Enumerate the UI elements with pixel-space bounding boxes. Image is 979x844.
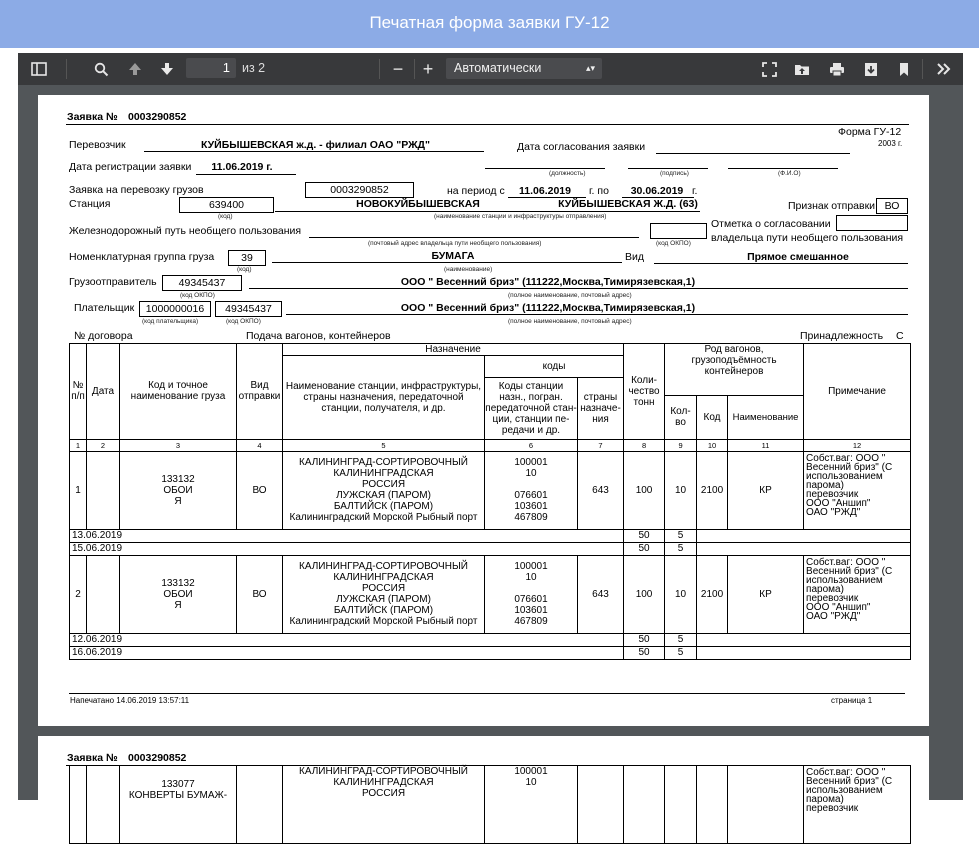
- window-title: Печатная форма заявки ГУ-12: [0, 0, 979, 48]
- data-soglas-label: Дата согласования заявки: [517, 141, 646, 153]
- date-row-tonn: 50: [624, 646, 665, 659]
- row-naim: КР: [728, 451, 804, 529]
- date-row-tonn: 50: [624, 542, 665, 555]
- row-prim: Собст.ваг: ООО " Весенний бриз" (С использованием парома) перевозчик: [804, 766, 911, 844]
- col-num: 3: [120, 439, 237, 451]
- open-file-button[interactable]: [791, 53, 813, 85]
- row-codes: 100001 10: [485, 766, 578, 844]
- header-kod: Код: [697, 395, 728, 439]
- tools-button[interactable]: [930, 53, 958, 85]
- date-row: [70, 529, 911, 542]
- platelshik-okpo: 49345437: [215, 301, 282, 317]
- row-num: [70, 766, 87, 844]
- date-row: [70, 633, 911, 646]
- platelshik-label: Плательщик: [74, 302, 135, 314]
- row-gruz: 133132 ОБОИ Я: [120, 451, 237, 529]
- row-codes: 100001 10 076601 103601 467809: [485, 451, 578, 529]
- zayavka-perevozku-label: Заявка на перевозку грузов: [69, 184, 204, 196]
- underline: [309, 237, 639, 238]
- folder-open-icon: [794, 62, 810, 76]
- vid-label: Вид: [625, 251, 644, 263]
- date-row-empty: [697, 529, 911, 542]
- header-vid: Вид отправки: [237, 344, 283, 440]
- row-kod: 2100: [697, 451, 728, 529]
- prinadl-label: Принадлежность: [800, 330, 884, 342]
- previous-page-button[interactable]: [124, 53, 146, 85]
- nomenkl-label: Номенклатурная группа груза: [69, 251, 215, 263]
- platelshik-kod: 1000000016: [139, 301, 211, 317]
- zayavka-label: Заявка №: [67, 111, 118, 123]
- row-kod: [697, 766, 728, 844]
- row-date: [87, 555, 120, 633]
- fio-caption: (Ф.И.О): [778, 170, 801, 177]
- prinadl-value: С: [896, 330, 904, 342]
- header-num: № п/п: [70, 344, 87, 440]
- col-num: 11: [728, 439, 804, 451]
- header-naim: Наименование: [728, 395, 804, 439]
- header-kody-st: Коды станции назн., погран. передаточной стан-ции, станции пе-редачи и др.: [485, 377, 578, 439]
- row-stations: КАЛИНИНГРАД-СОРТИРОВОЧНЫЙ КАЛИНИНГРАДСКАЯ РОССИЯ: [283, 766, 485, 844]
- date-row-empty: [697, 542, 911, 555]
- row-tonn: [624, 766, 665, 844]
- row-prim: Собст.ваг: ООО " Весенний бриз" (С использованием парома) перевозчик ООО "Аншип" ОАО "РЖД": [804, 451, 911, 529]
- nomenkl-kod: 39: [228, 250, 266, 266]
- header-kol-tonn: Коли-чество тонн: [624, 344, 665, 440]
- row-codes: 100001 10 076601 103601 467809: [485, 555, 578, 633]
- zayavka-perevozku-number: 0003290852: [305, 182, 414, 198]
- header-kol-vo: Кол-во: [665, 395, 697, 439]
- col-num: 1: [70, 439, 87, 451]
- row-date: [87, 766, 120, 844]
- header-rod: Род вагонов, грузоподъёмность контейнеров: [665, 344, 804, 378]
- row-strana: [578, 766, 624, 844]
- gruzootpr-label: Грузоотправитель: [69, 276, 157, 288]
- kod-okpo-caption-2: (код ОКПО): [180, 292, 215, 299]
- row-kol: [665, 766, 697, 844]
- date-row-date: 12.06.2019: [70, 633, 624, 646]
- row-stations: КАЛИНИНГРАД-СОРТИРОВОЧНЫЙ КАЛИНИНГРАДСКАЯ РОССИЯ ЛУЖСКАЯ (ПАРОМ) БАЛТИЙСК (ПАРОМ) Калининградский Морской Рыбный порт: [283, 555, 485, 633]
- kod-platelshika-caption: (код плательщика): [142, 318, 199, 325]
- date-row-kol: 5: [665, 542, 697, 555]
- cargo-table-p2: [69, 765, 911, 844]
- table-row: [70, 766, 911, 844]
- arrow-down-icon: [160, 62, 174, 76]
- row-gruz: 133132 ОБОИ Я: [120, 555, 237, 633]
- pocht-adres-caption: (почтовый адрес владельца пути необщего пользования): [368, 240, 542, 247]
- date-row-tonn: 50: [624, 633, 665, 646]
- perevozchik-value: КУЙБЫШЕВСКАЯ ж.д. - филиал ОАО "РЖД": [200, 139, 431, 151]
- header-rule: [66, 124, 909, 125]
- zoom-out-button[interactable]: −: [392, 58, 404, 79]
- row-stations: КАЛИНИНГРАД-СОРТИРОВОЧНЫЙ КАЛИНИНГРАДСКАЯ РОССИЯ ЛУЖСКАЯ (ПАРОМ) БАЛТИЙСК (ПАРОМ) Калининградский Морской Рыбный порт: [283, 451, 485, 529]
- platelshik-name: ООО " Весенний бриз" (111222,Москва,Тимирязевская,1): [400, 302, 696, 314]
- search-icon: [94, 62, 109, 77]
- underline: [286, 314, 908, 315]
- toolbar-divider: [379, 59, 380, 79]
- date-row: [70, 646, 911, 659]
- vid-value: Прямое смешанное: [747, 251, 849, 263]
- period-to-label: г. по: [589, 185, 609, 197]
- pdf-viewer: [18, 53, 963, 814]
- header-date: Дата: [87, 344, 120, 440]
- zoom-in-button[interactable]: +: [422, 58, 434, 79]
- sidebar-icon: [31, 62, 47, 76]
- stanciya-road: КУЙБЫШЕВСКАЯ Ж.Д. (63): [558, 198, 698, 210]
- underline: [654, 263, 908, 264]
- date-row-empty: [697, 646, 911, 659]
- col-num: 12: [804, 439, 911, 451]
- find-button[interactable]: [90, 53, 112, 85]
- podpis-caption: (подпись): [660, 170, 689, 177]
- page-number-input[interactable]: 1: [186, 58, 236, 78]
- period-from: 11.06.2019: [519, 185, 571, 197]
- header-prim: Примечание: [804, 344, 911, 440]
- date-row-tonn: 50: [624, 529, 665, 542]
- date-row-kol: 5: [665, 529, 697, 542]
- page-label: страница 1: [831, 696, 873, 705]
- row-vid: ВО: [237, 451, 283, 529]
- period-to: 30.06.2019: [630, 185, 684, 197]
- row-kol: 10: [665, 451, 697, 529]
- fullscreen-icon: [762, 62, 777, 77]
- nomenkl-name: БУМАГА: [431, 250, 475, 262]
- kod-okpo-caption-3: (код ОКПО): [226, 318, 261, 325]
- header-naznachenie: Назначение: [283, 344, 624, 356]
- polnoe-naim-caption: (полное наименование, почтовый адрес): [508, 292, 632, 299]
- zayavka-label-p2: Заявка №: [67, 752, 118, 764]
- otmetka-box: [836, 215, 908, 231]
- header-kody: коды: [485, 356, 624, 378]
- row-kol: 10: [665, 555, 697, 633]
- row-strana: 643: [578, 451, 624, 529]
- printer-icon: [829, 62, 845, 77]
- toolbar-divider: [922, 59, 923, 79]
- bookmark-button[interactable]: [894, 53, 914, 85]
- row-tonn: 100: [624, 555, 665, 633]
- sidebar-toggle-button[interactable]: [28, 53, 50, 85]
- col-num: 5: [283, 439, 485, 451]
- period-label: на период с: [447, 185, 505, 197]
- bookmark-icon: [898, 62, 910, 77]
- row-kod: 2100: [697, 555, 728, 633]
- col-num: 9: [665, 439, 697, 451]
- gruzootpr-okpo: 49345437: [162, 275, 242, 291]
- page-total: из 2: [242, 61, 266, 75]
- zhd-put-okpo-box: [650, 223, 707, 239]
- zoom-select[interactable]: [446, 58, 602, 79]
- kod-caption-2: (код): [237, 266, 252, 273]
- date-row-date: 15.06.2019: [70, 542, 624, 555]
- row-prim: Собст.ваг: ООО " Весенний бриз" (С использованием парома) перевозчик ООО "Аншип" ОАО "РЖД": [804, 555, 911, 633]
- toolbar-divider: [66, 59, 67, 79]
- underline: [275, 211, 700, 212]
- row-num: 1: [70, 451, 87, 529]
- stanciya-kod: 639400: [179, 197, 274, 213]
- arrow-up-icon: [128, 62, 142, 76]
- table-row: [70, 451, 911, 529]
- col-num: 10: [697, 439, 728, 451]
- underline: [196, 174, 296, 175]
- row-date: [87, 451, 120, 529]
- dolzhnost-caption: (должность): [549, 170, 586, 177]
- period-g: г.: [692, 185, 698, 197]
- date-row-kol: 5: [665, 633, 697, 646]
- zhd-put-label: Железнодорожный путь необщего пользования: [69, 225, 302, 237]
- date-row-date: 16.06.2019: [70, 646, 624, 659]
- column-numbers-row: [70, 439, 911, 451]
- underline: [728, 168, 838, 169]
- form-name: Форма ГУ-12: [838, 126, 902, 138]
- header-kod-gruza: Код и точное наименование груза: [120, 344, 237, 440]
- cargo-table: [69, 343, 911, 660]
- header-strany: страны назначе-ния: [578, 377, 624, 439]
- stanciya-name: НОВОКУЙБЫШЕВСКАЯ: [356, 198, 480, 210]
- data-reg-label: Дата регистрации заявки: [69, 161, 192, 173]
- zoom-select-value: Автоматически: [454, 61, 542, 75]
- stanciya-label: Станция: [69, 198, 111, 210]
- row-num: 2: [70, 555, 87, 633]
- zayavka-number: 0003290852: [128, 111, 187, 123]
- naim-stancii-caption: (наименование станции и инфраструктуры отправления): [434, 213, 607, 220]
- row-vid: [237, 766, 283, 844]
- col-num: 7: [578, 439, 624, 451]
- row-naim: [728, 766, 804, 844]
- pdf-page-1: [38, 95, 929, 726]
- underline: [272, 262, 622, 263]
- date-row-date: 13.06.2019: [70, 529, 624, 542]
- pdf-toolbar: [18, 53, 963, 85]
- row-vid: ВО: [237, 555, 283, 633]
- underline: [656, 153, 850, 154]
- underline: [249, 288, 908, 289]
- dogovor-label: № договора: [74, 330, 133, 342]
- next-page-button[interactable]: [156, 53, 178, 85]
- col-num: 4: [237, 439, 283, 451]
- kod-okpo-caption: (код ОКПО): [656, 240, 691, 247]
- header-naim-st: Наименование станции, инфраструктуры, страны назначения, передаточной станции, получателя, и др.: [283, 356, 485, 440]
- row-gruz: 133077 КОНВЕРТЫ БУМАЖ-: [120, 766, 237, 844]
- header-rod-spacer: [665, 377, 804, 395]
- priznak-label: Признак отправки: [788, 200, 876, 212]
- row-naim: КР: [728, 555, 804, 633]
- presentation-mode-button[interactable]: [758, 53, 780, 85]
- select-arrows-icon: ▴▾: [585, 63, 595, 73]
- pdf-page-2: [38, 736, 929, 816]
- podacha-label: Подача вагонов, контейнеров: [246, 330, 391, 342]
- row-tonn: 100: [624, 451, 665, 529]
- toolbar-divider: [414, 59, 415, 79]
- kod-caption: (код): [218, 213, 233, 220]
- priznak-value: ВО: [876, 198, 908, 214]
- col-num: 2: [87, 439, 120, 451]
- gruzootpr-name: ООО " Весенний бриз" (111222,Москва,Тимирязевская,1): [400, 276, 696, 288]
- underline: [144, 151, 484, 152]
- footer-rule: [69, 693, 905, 694]
- perevozchik-label: Перевозчик: [69, 139, 126, 151]
- underline: [628, 168, 708, 169]
- date-row: [70, 542, 911, 555]
- download-icon: [864, 62, 878, 77]
- zayavka-number-p2: 0003290852: [128, 752, 187, 764]
- row-strana: 643: [578, 555, 624, 633]
- otmetka-label-2: владельца пути необщего пользования: [711, 232, 904, 244]
- printed-timestamp: Напечатано 14.06.2019 13:57:11: [70, 696, 190, 705]
- date-row-kol: 5: [665, 646, 697, 659]
- double-chevron-right-icon: [936, 62, 952, 76]
- table-row: [70, 555, 911, 633]
- otmetka-label: Отметка о согласовании: [711, 218, 831, 230]
- download-button[interactable]: [860, 53, 882, 85]
- form-year: 2003 г.: [878, 139, 903, 148]
- col-num: 8: [624, 439, 665, 451]
- col-num: 6: [485, 439, 578, 451]
- underline: [485, 168, 605, 169]
- naimenovanie-caption: (наименование): [444, 266, 493, 273]
- print-button[interactable]: [826, 53, 848, 85]
- polnoe-naim-caption-2: (полное наименование, почтовый адрес): [508, 318, 632, 325]
- date-row-empty: [697, 633, 911, 646]
- data-reg-value: 11.06.2019 г.: [211, 161, 273, 173]
